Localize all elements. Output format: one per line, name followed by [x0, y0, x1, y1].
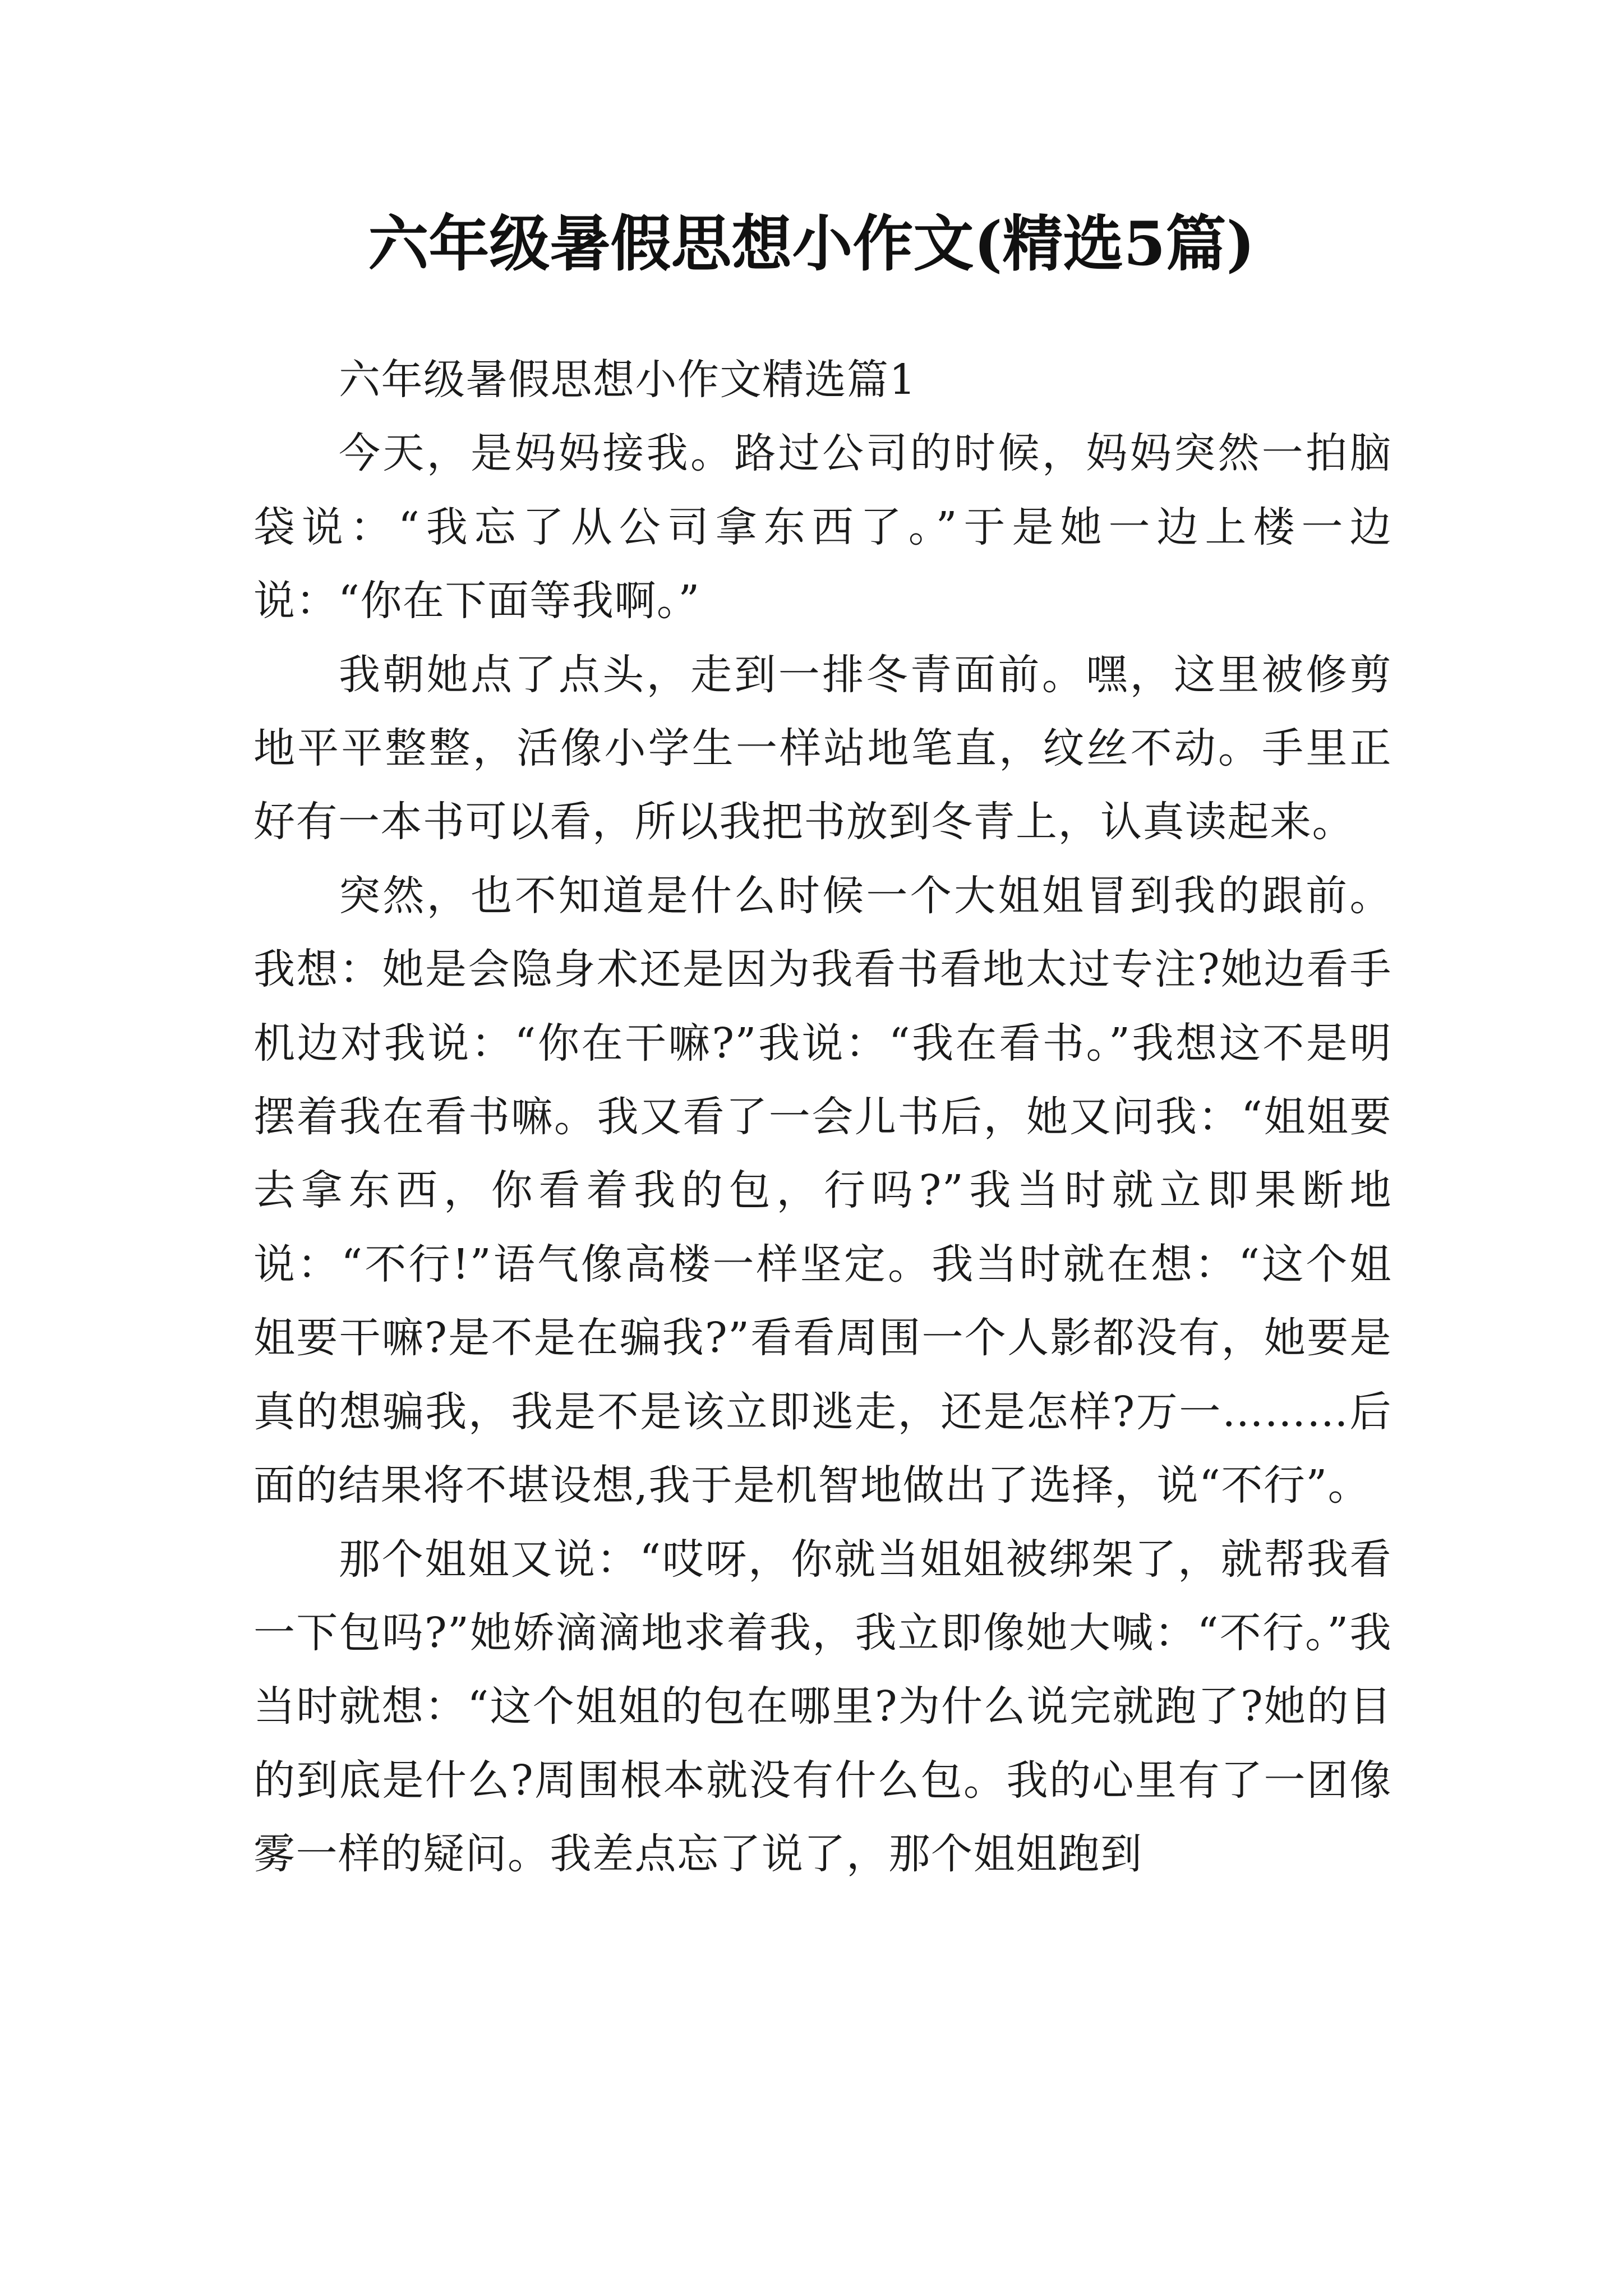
- document-title: 六年级暑假思想小作文(精选5篇): [368, 209, 1255, 279]
- paragraph-1: 今天，是妈妈接我。路过公司的时候，妈妈突然一拍脑袋说：“我忘了从公司拿东西了。”于是她一边上楼一边说：“你在下面等我啊。”: [253, 429, 1392, 625]
- paragraph-2: 我朝她点了点头，走到一排冬青面前。嘿，这里被修剪地平平整整，活像小学生一样站地笔直，纹丝不动。手里正好有一本书可以看，所以我把书放到冬青上，认真读起来。: [253, 650, 1392, 846]
- paragraph-3: 突然，也不知道是什么时候一个大姐姐冒到我的跟前。我想：她是会隐身术还是因为我看书看地太过专注?她边看手机边对我说：“你在干嘛?”我说：“我在看书。”我想这不是明摆着我在看书嘛。我又看了一会儿书后，她又问我：“姐姐要去拿东西，你看着我的包，行吗?”我当时就立即果断地说：“不行!”语气像高楼一样坚定。我当时就在想：“这个姐姐要干嘛?是不是在骗我?”看看周围一个人影都没有，她要是真的想骗我，我是不是该立即逃走，还是怎样?万一………后面的结果将不堪设想,我于是机智地做出了选择，说“不行”。: [253, 871, 1392, 1510]
- document-body: [253, 343, 1392, 1892]
- section-heading: 六年级暑假思想小作文精选篇1: [339, 356, 917, 404]
- paragraph-4: 那个姐姐又说：“哎呀，你就当姐姐被绑架了，就帮我看一下包吗?”她娇滴滴地求着我，我立即像她大喊：“不行。”我当时就想：“这个姐姐的包在哪里?为什么说完就跑了?她的目的到底是什么?周围根本就没有什么包。我的心里有了一团像雾一样的疑问。我差点忘了说了，那个姐姐跑到: [253, 1535, 1392, 1879]
